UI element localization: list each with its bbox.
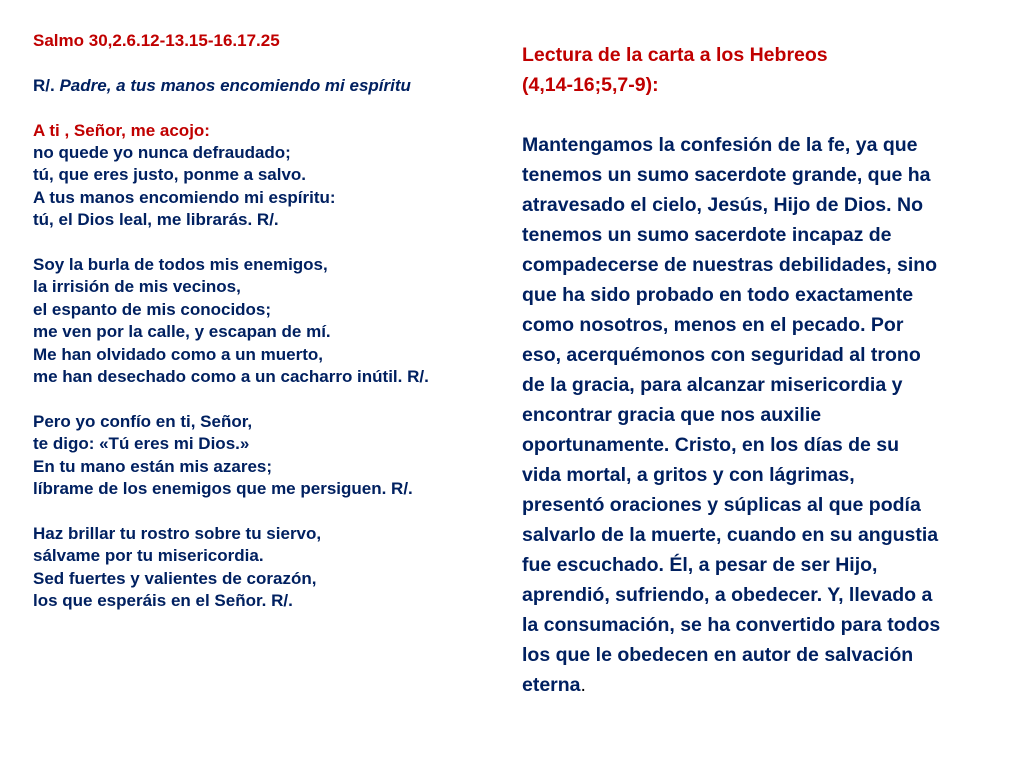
- stanza-line: te digo: «Tú eres mi Dios.»: [33, 434, 250, 454]
- reading-line: los que le obedecen en autor de salvación: [522, 644, 914, 666]
- reading-title-line-2: (4,14-16;5,7-9):: [522, 74, 659, 96]
- psalm-refrain: [33, 75, 503, 97]
- reading-line: eso, acerquémonos con seguridad al trono: [522, 344, 921, 366]
- final-period: .: [580, 674, 586, 696]
- stanza-line: A ti , Señor, me acojo:: [33, 120, 210, 140]
- refrain-prefix: R/.: [33, 75, 55, 95]
- stanza-line: Me han olvidado como a un muerto,: [33, 344, 323, 364]
- reading-line: atravesado el cielo, Jesús, Hijo de Dios. No: [522, 194, 923, 216]
- psalm-heading: Salmo 30,2.6.12-13.15-16.17.25: [33, 31, 280, 50]
- stanza-2: [33, 254, 503, 388]
- stanza-4: [33, 523, 503, 613]
- reading-line: la consumación, se ha convertido para todos: [522, 614, 941, 636]
- stanza-line: Sed fuertes y valientes de corazón,: [33, 568, 317, 588]
- reading-line-end: eterna: [522, 674, 581, 696]
- reading-line: oportunamente. Cristo, en los días de su: [522, 434, 900, 456]
- stanza-line: no quede yo nunca defraudado;: [33, 143, 291, 162]
- reading-line: como nosotros, menos en el pecado. Por: [522, 314, 904, 336]
- stanza-line: la irrisión de mis vecinos,: [33, 277, 241, 297]
- reading-column: [522, 40, 1002, 700]
- reading-body: [522, 130, 1002, 700]
- reading-line: tenemos un sumo sacerdote incapaz de: [522, 224, 892, 246]
- stanza-line: tú, que eres justo, ponme a salvo.: [33, 165, 307, 185]
- reading-last-line: [522, 670, 1002, 700]
- reading-line: tenemos un sumo sacerdote grande, que ha: [522, 164, 931, 186]
- stanza-line: Soy la burla de todos mis enemigos,: [33, 255, 328, 275]
- stanza-line: A tus manos encomiendo mi espíritu:: [33, 187, 336, 207]
- stanza-line: líbrame de los enemigos que me persiguen. R/.: [33, 479, 413, 499]
- reading-line: presentó oraciones y súplicas al que podía: [522, 494, 921, 516]
- reading-line: vida mortal, a gritos y con lágrimas,: [522, 464, 855, 486]
- stanza-line: En tu mano están mis azares;: [33, 456, 273, 476]
- stanza-line: sálvame por tu misericordia.: [33, 546, 264, 566]
- stanza-1: [33, 120, 503, 232]
- stanza-line: me ven por la calle, y escapan de mí.: [33, 322, 331, 342]
- reading-line: que ha sido probado en todo exactamente: [522, 284, 914, 306]
- refrain-text: Padre, a tus manos encomiendo mi espíritu: [59, 75, 411, 95]
- reading-line: salvarlo de la muerte, cuando en su angustia: [522, 524, 939, 546]
- stanza-line: me han desechado como a un cacharro inútil. R/.: [33, 367, 429, 387]
- reading-line: compadecerse de nuestras debilidades, sino: [522, 254, 938, 276]
- stanza-line: tú, el Dios leal, me librarás. R/.: [33, 210, 279, 230]
- reading-line: aprendió, sufriendo, a obedecer. Y, llevado a: [522, 584, 933, 606]
- reading-line: fue escuchado. Él, a pesar de ser Hijo,: [522, 554, 878, 576]
- stanza-line: el espanto de mis conocidos;: [33, 299, 272, 319]
- stanza-line: los que esperáis en el Señor. R/.: [33, 591, 293, 611]
- psalm-column: [33, 30, 503, 612]
- stanza-line: Haz brillar tu rostro sobre tu siervo,: [33, 523, 322, 543]
- reading-line: de la gracia, para alcanzar misericordia y: [522, 374, 903, 396]
- reading-line: encontrar gracia que nos auxilie: [522, 404, 822, 426]
- stanza-3: [33, 411, 503, 501]
- reading-title-line-1: Lectura de la carta a los Hebreos: [522, 44, 828, 66]
- stanza-line: Pero yo confío en ti, Señor,: [33, 411, 253, 431]
- reading-line: Mantengamos la confesión de la fe, ya que: [522, 134, 918, 156]
